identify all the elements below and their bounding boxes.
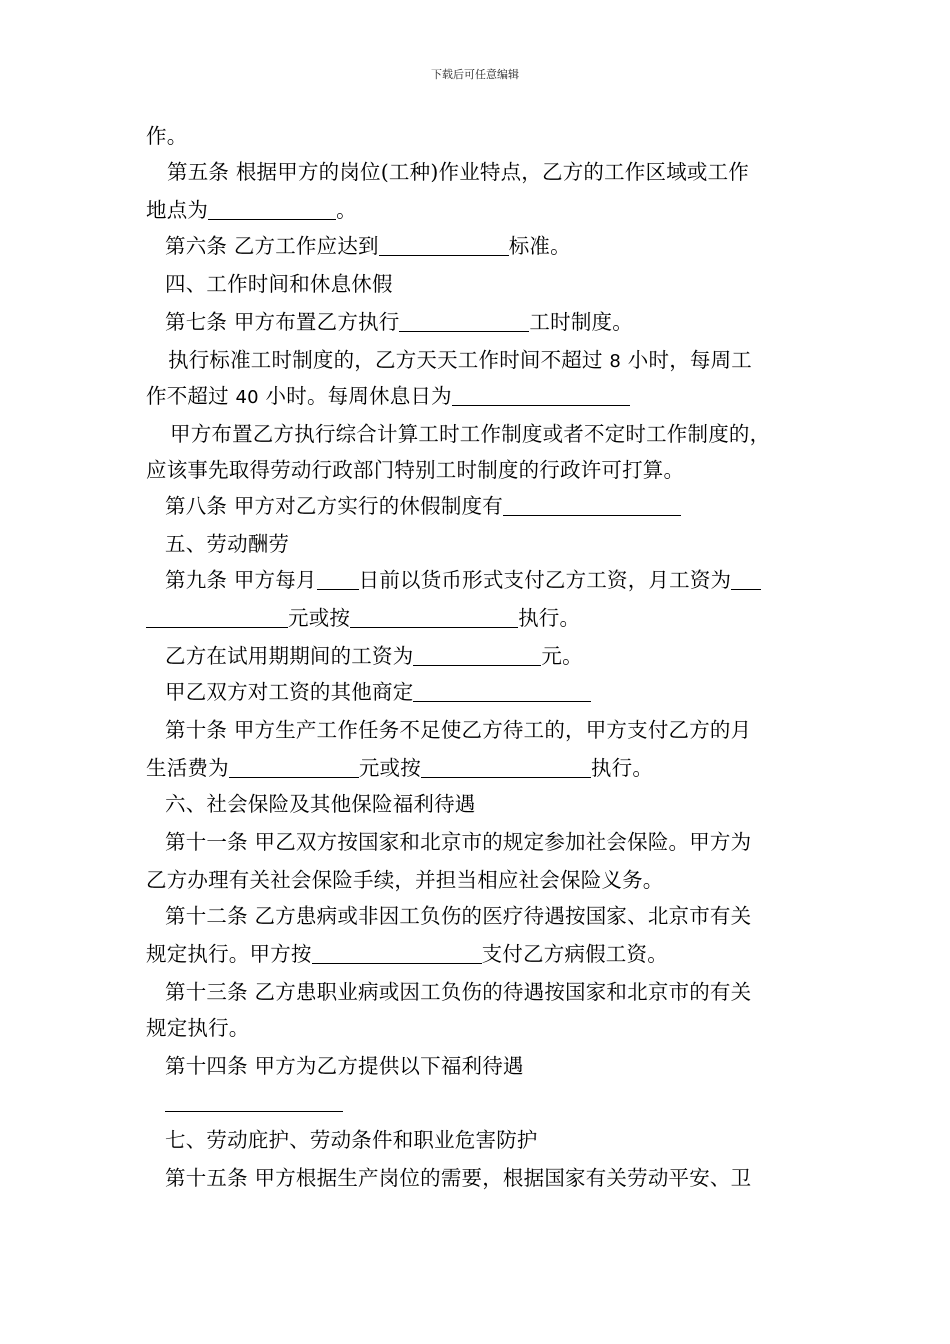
article-8: 第八条 甲方对乙方实行的休假制度有 (165, 494, 681, 518)
page-header: 下载后可任意编辑 (431, 68, 519, 81)
section-heading: 七、劳动庇护、劳动条件和职业危害防护 (165, 1128, 538, 1152)
fill-blank-line[interactable] (731, 569, 761, 590)
article-6: 第六条 乙方工作应达到 标准。 (165, 234, 571, 258)
fill-blank-line[interactable] (379, 235, 509, 256)
text-line: 生活费为 元或按 执行。 (146, 756, 654, 780)
text-line: 执行标准工时制度的，乙方天天工作时间不超过 8 小时，每周工 (168, 348, 752, 372)
article-7: 第七条 甲方布置乙方执行 工时制度。 (165, 310, 633, 334)
text-line: 规定执行。 (146, 1016, 250, 1040)
fill-blank-line[interactable] (413, 645, 541, 666)
fill-blank-line[interactable] (413, 681, 591, 702)
fill-blank-line[interactable] (421, 757, 591, 778)
fill-blank-line[interactable] (350, 607, 518, 628)
text-line: 作不超过 40 小时。每周休息日为 (146, 384, 630, 410)
fill-blank-line[interactable] (503, 495, 681, 516)
section-heading: 四、工作时间和休息休假 (165, 272, 393, 296)
fill-blank-line[interactable] (399, 311, 529, 332)
text-line (165, 1090, 343, 1114)
section-heading: 六、社会保险及其他保险福利待遇 (165, 792, 476, 816)
text-line: 作。 (146, 124, 188, 148)
text-line: 甲方布置乙方执行综合计算工时工作制度或者不定时工作制度的， (170, 422, 771, 446)
text-line: 乙方在试用期期间的工资为 元。 (165, 644, 583, 668)
text-line: 规定执行。甲方按 支付乙方病假工资。 (146, 942, 668, 966)
text-line: 元或按 执行。 (146, 606, 580, 630)
fill-blank-line[interactable] (312, 943, 482, 964)
text-line: 乙方办理有关社会保险手续，并担当相应社会保险义务。 (146, 868, 664, 892)
fill-blank-line[interactable] (146, 607, 288, 628)
fill-blank-line[interactable] (317, 569, 359, 590)
fill-blank-line[interactable] (452, 385, 630, 406)
text-line: 甲乙双方对工资的其他商定 (165, 680, 591, 704)
fill-blank-line[interactable] (165, 1091, 343, 1112)
article-5: 第五条 根据甲方的岗位(工种)作业特点，乙方的工作区域或工作 (167, 160, 750, 184)
article-12: 第十二条 乙方患病或非因工负伤的医疗待遇按国家、北京市有关 (165, 904, 752, 928)
article-10: 第十条 甲方生产工作任务不足使乙方待工的，甲方支付乙方的月 (165, 718, 752, 742)
article-15: 第十五条 甲方根据生产岗位的需要，根据国家有关劳动平安、卫 (165, 1166, 752, 1190)
fill-blank-line[interactable] (208, 199, 336, 220)
article-14: 第十四条 甲方为乙方提供以下福利待遇 (165, 1054, 524, 1078)
fill-blank-line[interactable] (229, 757, 359, 778)
text-line: 地点为 。 (146, 198, 357, 222)
article-9: 第九条 甲方每月 日前以货币形式支付乙方工资，月工资为 (165, 568, 761, 592)
text-line: 应该事先取得劳动行政部门特别工时制度的行政许可打算。 (146, 458, 685, 482)
article-13: 第十三条 乙方患职业病或因工负伤的待遇按国家和北京市的有关 (165, 980, 752, 1004)
article-11: 第十一条 甲乙双方按国家和北京市的规定参加社会保险。甲方为 (165, 830, 752, 854)
section-heading: 五、劳动酬劳 (165, 532, 290, 556)
